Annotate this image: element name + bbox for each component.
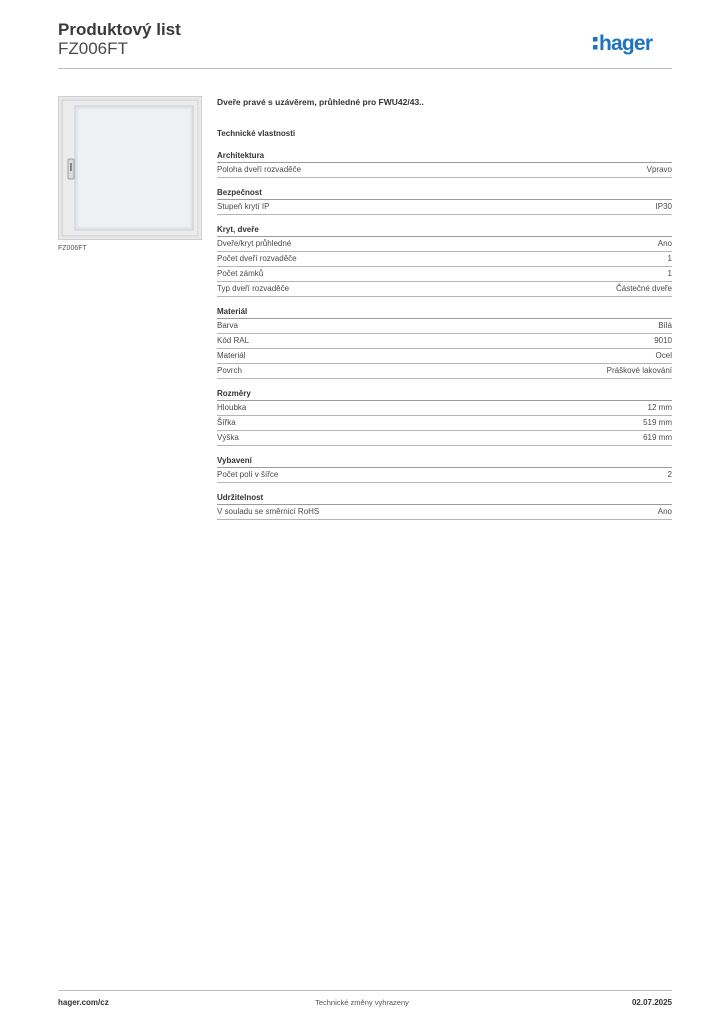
spec-row-value: Ano <box>657 239 672 248</box>
spec-group <box>217 389 672 446</box>
spec-row <box>217 349 672 364</box>
image-caption: FZ006FT <box>58 245 87 252</box>
spec-row <box>217 237 672 252</box>
spec-row <box>217 505 672 520</box>
spec-row-label: Hloubka <box>217 403 247 412</box>
spec-row-label: Výška <box>217 433 239 442</box>
spec-row-value: 1 <box>667 254 672 263</box>
spec-row-label: Stupeň krytí IP <box>217 202 270 211</box>
spec-group <box>217 188 672 215</box>
spec-groups <box>217 151 672 520</box>
spec-group-title: Udržitelnost <box>217 493 672 505</box>
header-divider <box>58 68 672 69</box>
spec-row-label: Typ dveří rozvaděče <box>217 284 290 293</box>
product-code: FZ006FT <box>58 39 128 58</box>
spec-row-value: Bílá <box>658 321 672 330</box>
footer-notice: Technické změny vyhrazeny <box>315 998 409 1007</box>
spec-row-label: Kód RAL <box>217 336 250 345</box>
spec-row-label: Povrch <box>217 366 242 375</box>
spec-row-value: Vpravo <box>646 165 672 174</box>
page-title: Produktový list <box>58 20 181 39</box>
spec-row <box>217 416 672 431</box>
spec-row <box>217 431 672 446</box>
product-image <box>58 96 202 240</box>
footer-date: 02.07.2025 <box>631 998 672 1007</box>
spec-row-value: 619 mm <box>643 433 672 442</box>
spec-row-value: 519 mm <box>643 418 672 427</box>
spec-row <box>217 468 672 483</box>
hager-logo <box>593 24 673 60</box>
spec-row-value: Částečné dveře <box>615 284 672 293</box>
product-description: Dveře pravé s uzávěrem, průhledné pro FWU42/43.. <box>217 97 424 107</box>
spec-row-value: Práškové lakování <box>606 366 672 375</box>
spec-row <box>217 401 672 416</box>
spec-section <box>217 97 672 520</box>
spec-group-title: Rozměry <box>217 389 672 401</box>
spec-group-title: Architektura <box>217 151 672 163</box>
footer-website: hager.com/cz <box>58 998 109 1007</box>
spec-heading: Technické vlastnosti <box>217 129 296 138</box>
spec-row-value: IP30 <box>655 202 672 211</box>
spec-row-label: Šířka <box>217 418 236 427</box>
spec-group-title: Vybavení <box>217 456 672 468</box>
spec-group-title: Bezpečnost <box>217 188 672 200</box>
spec-row-value: 9010 <box>654 336 672 345</box>
spec-row <box>217 334 672 349</box>
spec-row-value: 2 <box>667 470 672 479</box>
spec-row-value: 12 mm <box>647 403 672 412</box>
spec-group-title: Materiál <box>217 307 672 319</box>
spec-group <box>217 307 672 379</box>
spec-row <box>217 200 672 215</box>
svg-text:hager: hager <box>599 32 653 55</box>
spec-row <box>217 163 672 178</box>
spec-row-label: Barva <box>217 321 238 330</box>
spec-group <box>217 151 672 178</box>
spec-row-label: Poloha dveří rozvaděče <box>217 165 302 174</box>
spec-row <box>217 319 672 334</box>
spec-row-value: Ocel <box>655 351 672 360</box>
door-illustration <box>59 97 201 239</box>
spec-row-label: Počet zámků <box>217 269 264 278</box>
spec-row-label: Dveře/kryt průhledné <box>217 239 292 248</box>
spec-group <box>217 225 672 297</box>
spec-row-value: 1 <box>667 269 672 278</box>
spec-group <box>217 456 672 483</box>
footer-divider <box>58 990 672 991</box>
spec-row-label: Počet dveří rozvaděče <box>217 254 297 263</box>
spec-row <box>217 252 672 267</box>
spec-row <box>217 267 672 282</box>
spec-group <box>217 493 672 520</box>
spec-row-label: Počet polí v šířce <box>217 470 279 479</box>
spec-row <box>217 282 672 297</box>
spec-row-label: V souladu se směrnicí RoHS <box>217 507 320 516</box>
spec-group-title: Kryt, dveře <box>217 225 672 237</box>
spec-row-value: Ano <box>657 507 672 516</box>
spec-row-label: Materiál <box>217 351 246 360</box>
spec-row <box>217 364 672 379</box>
